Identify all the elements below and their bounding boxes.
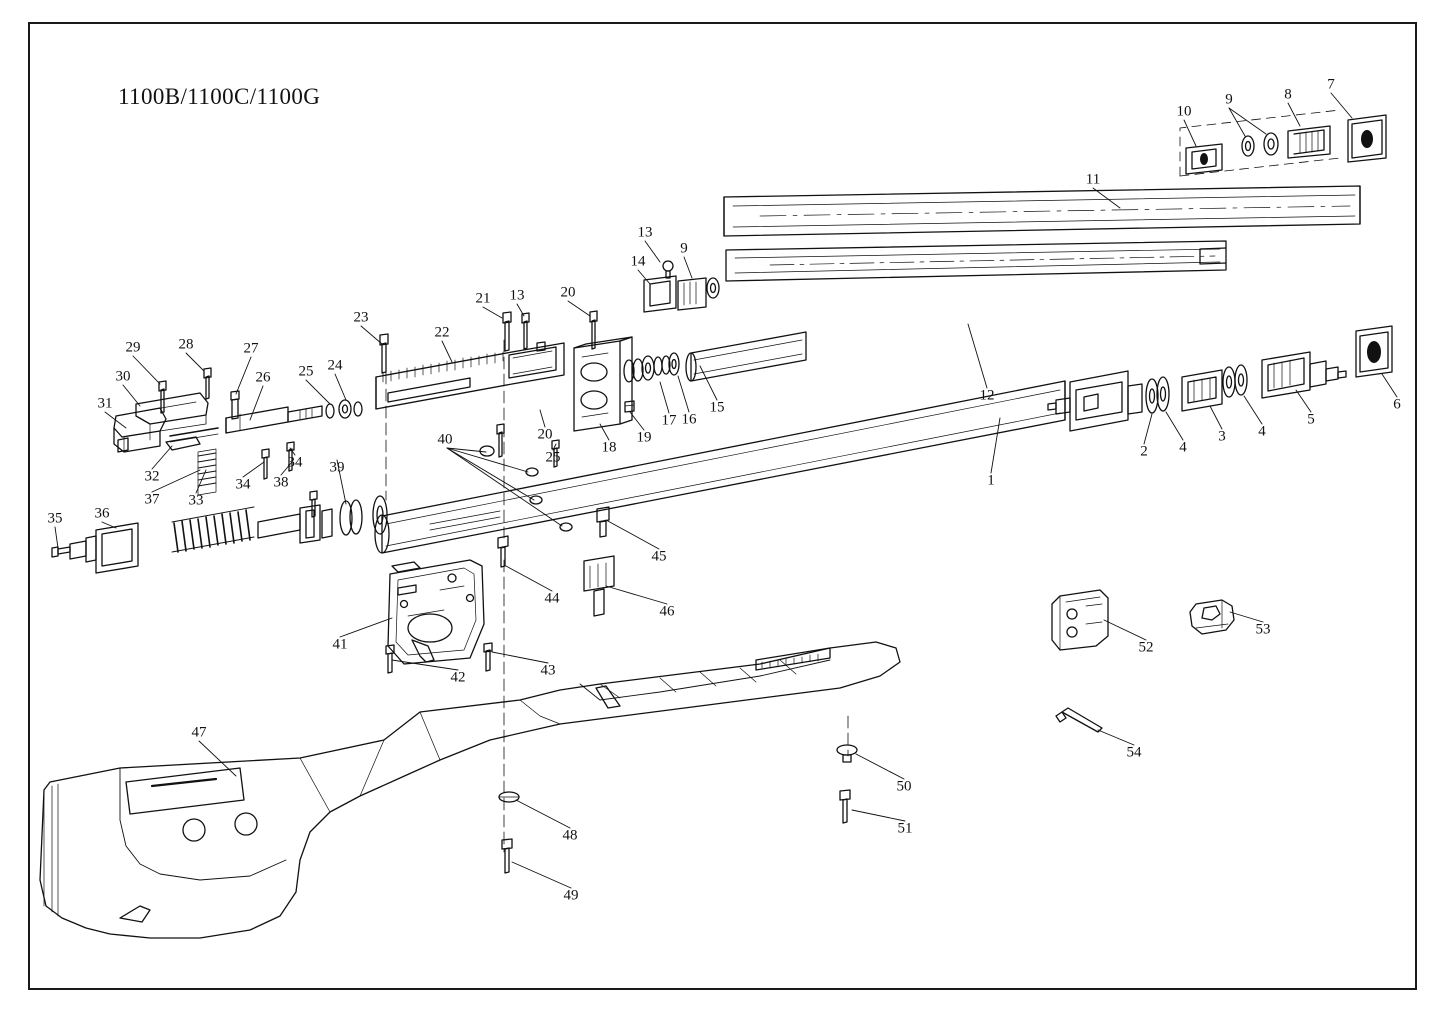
callout-number-4: 4 xyxy=(1258,423,1266,440)
part-46-adjuster-wheel xyxy=(584,556,614,616)
part-22-scope-rail xyxy=(376,343,564,409)
callout-number-15: 15 xyxy=(709,399,725,416)
callout-number-19: 19 xyxy=(636,429,652,446)
part-7-muzzle-cap xyxy=(1348,115,1386,162)
callout-number-13: 13 xyxy=(509,287,525,304)
page-title: 1100B/1100C/1100G xyxy=(118,84,321,109)
part-48-49-stock-screws xyxy=(499,792,519,873)
callout-number-37: 37 xyxy=(144,491,160,508)
callout-number-26: 26 xyxy=(255,369,271,386)
part-3-coupler xyxy=(1182,370,1222,411)
callout-number-1: 1 xyxy=(987,472,995,489)
part-2-valve-body xyxy=(1048,371,1142,431)
part-54-allen-key xyxy=(1056,708,1102,732)
callout-number-11: 11 xyxy=(1085,171,1101,188)
part-13-14-9-breech-parts xyxy=(644,261,719,312)
callout-number-31: 31 xyxy=(97,395,113,412)
part-52-mount-block xyxy=(1052,590,1108,650)
callout-number-29: 29 xyxy=(125,339,141,356)
callout-number-12: 12 xyxy=(979,387,995,404)
callout-number-25: 25 xyxy=(545,449,561,466)
callout-number-32: 32 xyxy=(144,468,160,485)
part-12-inner-barrel xyxy=(726,241,1226,281)
part-42-43-mount-screws xyxy=(386,536,508,673)
part-35-36-spring-guide xyxy=(52,523,138,573)
part-47-stock xyxy=(40,642,900,938)
callout-number-38: 38 xyxy=(273,474,289,491)
callout-number-7: 7 xyxy=(1327,76,1335,93)
callout-number-54: 54 xyxy=(1126,744,1142,761)
callout-number-40: 40 xyxy=(437,431,453,448)
callout-number-4: 4 xyxy=(1179,439,1187,456)
callout-number-9: 9 xyxy=(1225,91,1233,108)
callout-number-16: 16 xyxy=(681,411,697,428)
part-24-25-washers xyxy=(326,400,362,418)
part-32-sear xyxy=(166,437,200,450)
callout-number-36: 36 xyxy=(94,505,110,522)
part-4-washers-right xyxy=(1146,365,1247,413)
part-50-51-forearm-screws xyxy=(837,745,857,823)
callout-number-30: 30 xyxy=(115,368,131,385)
callout-number-14: 14 xyxy=(630,253,646,270)
callout-number-21: 21 xyxy=(475,290,491,307)
callout-number-25: 25 xyxy=(298,363,314,380)
callout-number-18: 18 xyxy=(601,439,617,456)
callout-number-23: 23 xyxy=(353,309,369,326)
callout-number-6: 6 xyxy=(1393,396,1401,413)
part-9-washers-top xyxy=(1242,133,1278,156)
callout-number-24: 24 xyxy=(327,357,343,374)
callout-number-46: 46 xyxy=(659,603,675,620)
callout-number-44: 44 xyxy=(544,590,560,607)
callout-number-52: 52 xyxy=(1138,639,1154,656)
callout-number-10: 10 xyxy=(1176,103,1192,120)
callout-number-28: 28 xyxy=(178,336,194,353)
callout-number-43: 43 xyxy=(540,662,556,679)
part-11-outer-barrel xyxy=(724,186,1360,236)
callout-number-17: 17 xyxy=(661,412,677,429)
part-8-adapter xyxy=(1288,126,1330,158)
callout-number-3: 3 xyxy=(1218,428,1226,445)
callout-number-35: 35 xyxy=(47,510,63,527)
part-6-end-cap xyxy=(1356,326,1392,377)
callout-number-39: 39 xyxy=(329,459,345,476)
part-15-16-17-valve-stack xyxy=(624,332,806,382)
part-21-23-screws-rail xyxy=(380,312,545,373)
callout-number-51: 51 xyxy=(897,820,913,837)
part-53-sling-swivel xyxy=(1190,600,1234,634)
callout-number-5: 5 xyxy=(1307,411,1315,428)
callout-number-2: 2 xyxy=(1140,443,1148,460)
callout-number-13: 13 xyxy=(637,224,653,241)
callout-number-53: 53 xyxy=(1255,621,1271,638)
part-10-bushing xyxy=(1186,144,1222,174)
callout-number-34: 34 xyxy=(287,454,303,471)
callout-number-42: 42 xyxy=(450,669,466,686)
callout-number-47: 47 xyxy=(191,724,207,741)
callout-number-49: 49 xyxy=(563,887,579,904)
callout-number-27: 27 xyxy=(243,340,259,357)
part-33-spring-small xyxy=(198,449,216,495)
callout-number-41: 41 xyxy=(332,636,348,653)
part-38-39-piston-head xyxy=(258,491,387,543)
callout-number-20: 20 xyxy=(537,426,553,443)
callout-number-22: 22 xyxy=(434,324,450,341)
part-5-regulator xyxy=(1262,352,1346,398)
callout-number-20: 20 xyxy=(560,284,576,301)
callout-number-45: 45 xyxy=(651,548,667,565)
callout-number-48: 48 xyxy=(562,827,578,844)
part-26-27-piston-rod xyxy=(226,391,322,433)
callout-number-33: 33 xyxy=(188,492,204,509)
callout-number-34: 34 xyxy=(235,476,251,493)
callout-number-8: 8 xyxy=(1284,86,1292,103)
part-41-trigger-assembly xyxy=(388,560,484,664)
callout-number-9: 9 xyxy=(680,240,688,257)
part-18-19-breech-block xyxy=(574,337,634,431)
part-37-main-spring xyxy=(172,507,254,552)
callout-number-50: 50 xyxy=(896,778,912,795)
